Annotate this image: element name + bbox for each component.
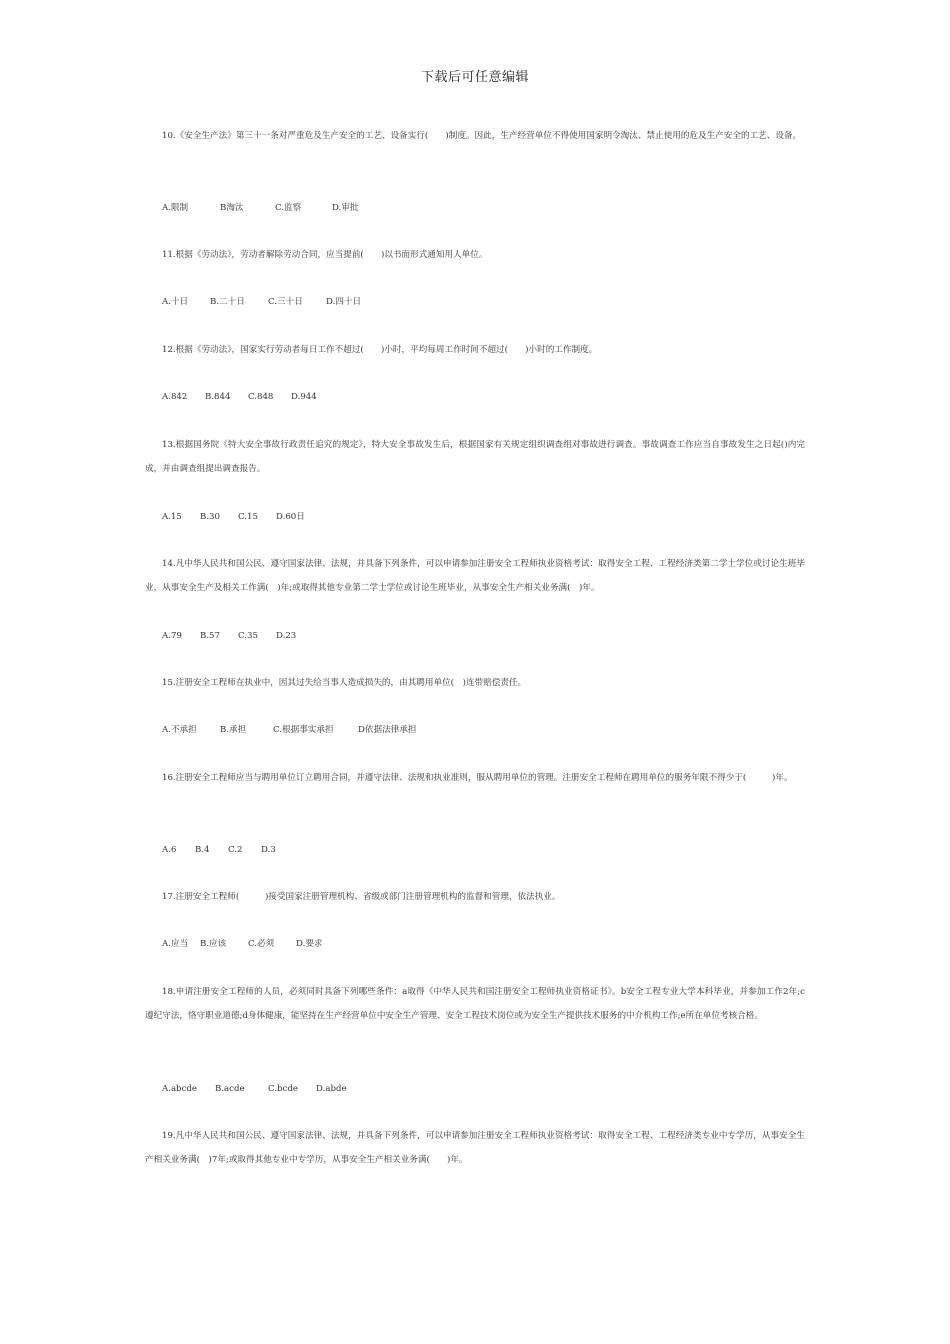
option-b: B淘汰 [220, 203, 244, 213]
option-b: B.57 [200, 631, 220, 641]
option-a: A.应当 [162, 939, 189, 949]
question-14: 14.凡中华人民共和国公民、遵守国家法律、法规，并具备下列条件，可以申请参加注册安全工程师执业资格考试：取得安全工程、工程经济类第二学士学位或讨论生班毕业，从事安全生产及相关工作满( )年;或取得其他专业第二学士学位或讨论生班毕业，从事安全生产相关业务满( )年。 [145, 559, 805, 593]
question-15: 15.注册安全工程师在执业中，因其过失给当事人造成损失的，由其聘用单位( )连带赔偿责任。 [162, 678, 527, 688]
question-17: 17.注册安全工程师( )接受国家注册管理机构、省级或部门注册管理机构的监督和管理，依法执业。 [162, 892, 561, 902]
option-b: B.承担 [220, 725, 247, 735]
option-c: C.监察 [275, 203, 302, 213]
question-13: 13.根据国务院《特大安全事故行政责任追究的规定》，特大安全事故发生后，根据国家有关规定组织调查组对事故进行调查。事故调查工作应当自事故发生之日起()内完成，并由调查组提出调查报告。 [145, 440, 805, 474]
option-b: B.30 [200, 512, 220, 522]
option-b: B.acde [215, 1084, 245, 1094]
option-c: C.三十日 [268, 297, 303, 307]
option-d: D.要求 [296, 939, 323, 949]
options-18 [145, 1077, 822, 1101]
question-19: 19.凡中华人民共和国公民、遵守国家法律、法规，并具备下列条件，可以申请参加注册安全工程师执业资格考试：取得安全工程、工程经济类专业中专学历，从事安全生产相关业务满( )7年;或取得其他专业中专学历，从事安全生产相关业务满( )年。 [145, 1131, 805, 1165]
options-14 [145, 624, 822, 648]
question-10: 10.《安全生产法》第三十一条对严重危及生产安全的工艺、设备实行( )制度。因此，生产经营单位不得使用国家明令淘汰、禁止使用的危及生产安全的工艺、设备。 [162, 131, 802, 141]
option-d: D依据法律承担 [358, 725, 417, 735]
option-a: A.79 [162, 631, 182, 641]
option-a: A.15 [162, 512, 182, 522]
question-12: 12.根据《劳动法》，国家实行劳动者每日工作不超过( )小时，平均每周工作时间不超过( )小时的工作制度。 [162, 345, 598, 355]
question-11: 11.根据《劳动法》，劳动者解除劳动合同，应当提前( )以书面形式通知用人单位。 [162, 250, 488, 260]
question-18: 18.申请注册安全工程师的人员，必须同时具备下列哪些条件：a取得《中华人民共和国注册安全工程师执业资格证书》。b安全工程专业大学本科毕业，并参加工作2年;c遵纪守法，恪守职业道德;d身体健康，能坚持在生产经营单位中安全生产管理、安全工程技术岗位或为安全生产提供技术服务的中介机构工作;e所在单位考核合格。 [145, 987, 805, 1021]
options-11 [145, 290, 822, 314]
options-15 [145, 718, 822, 742]
option-c: C.15 [238, 512, 258, 522]
option-b: B.二十日 [210, 297, 245, 307]
option-d: D.abde [316, 1084, 347, 1094]
options-10 [145, 196, 822, 220]
question-16: 16.注册安全工程师应当与聘用单位订立聘用合同，并遵守法律、法规和执业准则，服从聘用单位的管理。注册安全工程师在聘用单位的服务年限不得少于( )年。 [162, 773, 793, 783]
option-d: D.944 [291, 392, 317, 402]
option-a: A.十日 [162, 297, 189, 307]
option-d: D.四十日 [326, 297, 362, 307]
options-16 [145, 838, 822, 862]
option-a: A.842 [162, 392, 188, 402]
option-c: C.bcde [268, 1084, 298, 1094]
option-b: B.4 [195, 845, 210, 855]
option-d: D.审批 [332, 203, 359, 213]
option-a: A.不承担 [162, 725, 197, 735]
option-b: B.应该 [200, 939, 227, 949]
options-17 [145, 932, 822, 956]
option-d: D.23 [276, 631, 297, 641]
option-c: C.35 [238, 631, 258, 641]
option-c: C.根据事实承担 [273, 725, 334, 735]
page-header-title: 下载后可任意编辑 [420, 70, 529, 85]
option-a: A.abcde [162, 1084, 197, 1094]
option-b: B.844 [205, 392, 231, 402]
option-c: C.848 [248, 392, 274, 402]
option-d: D.60日 [276, 512, 305, 522]
option-c: C.必须 [248, 939, 275, 949]
options-12 [145, 385, 822, 409]
options-13 [145, 505, 822, 529]
option-a: A.6 [162, 845, 177, 855]
option-c: C.2 [228, 845, 243, 855]
option-d: D.3 [261, 845, 276, 855]
option-a: A.限制 [162, 203, 189, 213]
